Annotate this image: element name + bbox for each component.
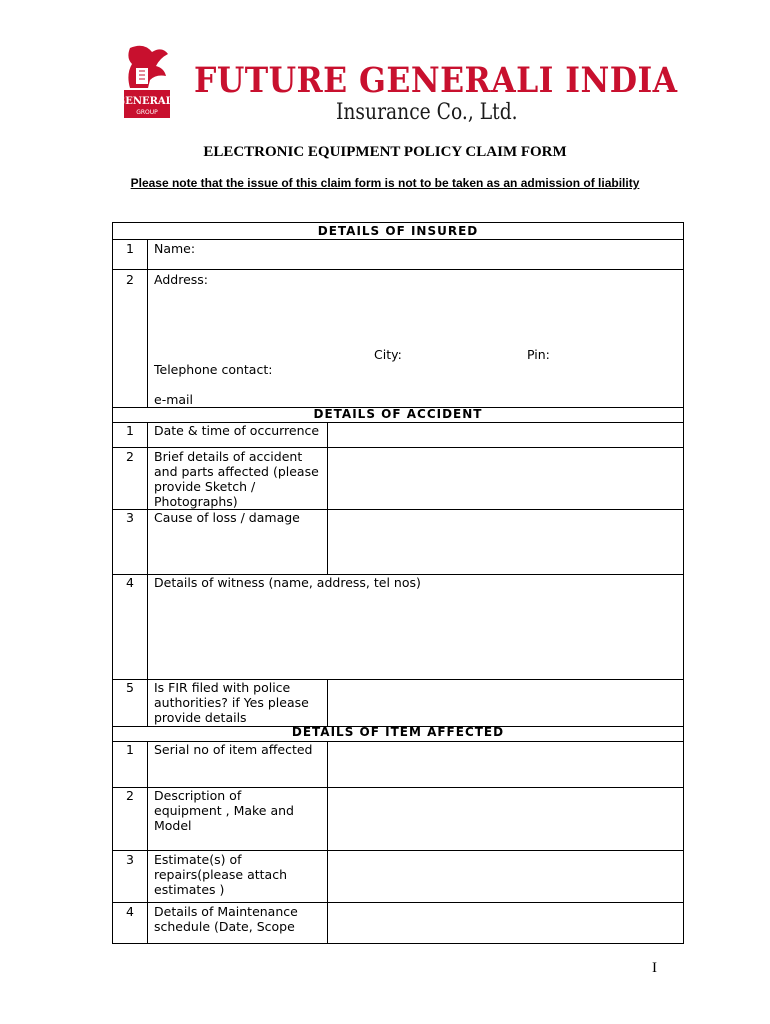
insured-row-number: 2 [126, 272, 134, 287]
telephone-label[interactable]: Telephone contact: [154, 362, 273, 377]
equipment-description-label: Description of equipment , Make and Model [154, 788, 294, 833]
name-label: Name: [154, 241, 196, 256]
accident-row-number: 3 [126, 510, 134, 525]
item-row-number: 2 [126, 788, 134, 803]
accident-row-number: 5 [126, 680, 134, 695]
repair-estimate-label: Estimate(s) of repairs(please attach estimates ) [154, 852, 288, 897]
accident-row-number: 1 [126, 423, 134, 438]
fir-label: Is FIR filed with police authorities? if Yes please provide details [154, 680, 309, 725]
address-label[interactable]: Address: [154, 272, 208, 287]
insured-row-number: 1 [126, 241, 134, 256]
city-label[interactable]: City: [374, 347, 402, 362]
section-heading-insured: DETAILS OF INSURED [317, 224, 479, 238]
maintenance-schedule-label: Details of Maintenance schedule (Date, Scope [154, 904, 298, 934]
form-title: ELECTRONIC EQUIPMENT POLICY CLAIM FORM [203, 144, 567, 160]
serial-no-label: Serial no of item affected [154, 742, 313, 757]
emblem-subtext: GROUP [136, 109, 158, 116]
claim-form-table [112, 222, 684, 944]
company-name: FUTURE GENERALI INDIA [194, 60, 678, 101]
section-heading-accident: DETAILS OF ACCIDENT [313, 407, 483, 421]
item-row-number: 1 [126, 742, 134, 757]
email-label[interactable]: e-mail [154, 392, 193, 407]
cause-of-loss-label: Cause of loss / damage [154, 510, 300, 525]
accident-details-label: Brief details of accident and parts affected (please provide Sketch / Photographs) [154, 449, 319, 509]
page-number: I [652, 960, 657, 976]
section-heading-item: DETAILS OF ITEM AFFECTED [291, 725, 505, 739]
accident-row-number: 4 [126, 575, 134, 590]
item-row-number: 4 [126, 904, 134, 919]
company-logo [116, 44, 678, 125]
accident-row-number: 2 [126, 449, 134, 464]
occurrence-label: Date & time of occurrence [154, 423, 320, 438]
pin-label[interactable]: Pin: [527, 347, 550, 362]
witness-details-label: Details of witness (name, address, tel nos) [154, 575, 421, 590]
lion-emblem-icon [116, 44, 178, 120]
item-row-number: 3 [126, 852, 134, 867]
emblem-text: GENERALI [116, 96, 178, 107]
company-subline: Insurance Co., Ltd. [336, 100, 518, 125]
liability-notice: Please note that the issue of this claim form is not to be taken as an admission of liability [130, 176, 640, 190]
